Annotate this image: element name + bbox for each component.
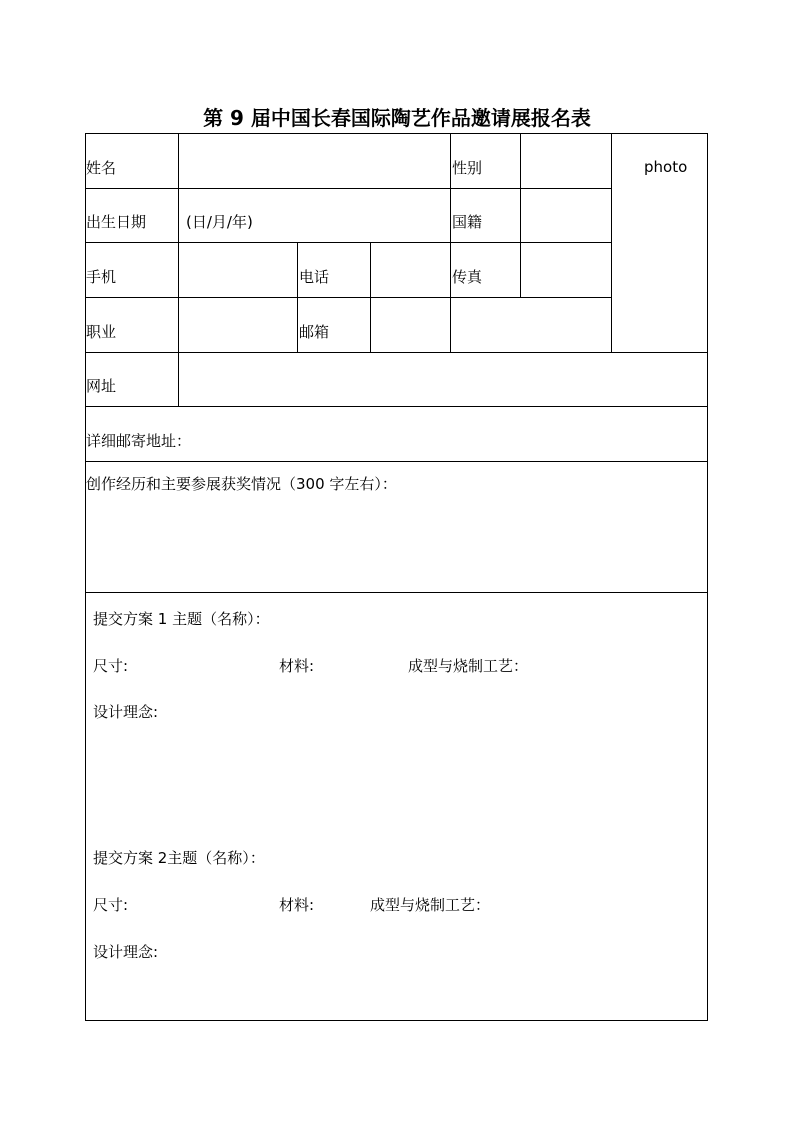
rule-phone-col — [297, 242, 298, 352]
phone-label: 电话 — [299, 268, 330, 286]
form-title: 第 9 届中国长春国际陶艺作品邀请展报名表 — [203, 106, 591, 130]
experience-field[interactable] — [86, 462, 707, 592]
rule-bottom — [85, 1020, 708, 1021]
proposal-2-material-label: 材料: — [279, 896, 315, 914]
email-field[interactable] — [371, 298, 611, 352]
birthdate-label: 出生日期 — [86, 213, 147, 231]
email-label: 邮箱 — [299, 323, 330, 341]
phone-field[interactable] — [371, 243, 450, 297]
proposal-2-size-label: 尺寸: — [93, 896, 129, 914]
proposal-2-title-label: 提交方案 2主题（名称）： — [93, 849, 265, 867]
proposal-2-concept-label: 设计理念: — [93, 943, 159, 961]
occupation-field[interactable] — [179, 298, 297, 352]
mobile-field[interactable] — [179, 243, 297, 297]
proposal-1-material-label: 材料: — [279, 657, 315, 675]
gender-label: 性别 — [452, 159, 483, 177]
fax-field[interactable] — [521, 243, 611, 297]
registration-form — [85, 133, 708, 1021]
proposal-1-size-label: 尺寸: — [93, 657, 129, 675]
mobile-label: 手机 — [86, 268, 117, 286]
nationality-label: 国籍 — [452, 213, 483, 231]
fax-label: 传真 — [452, 268, 483, 286]
address-field[interactable] — [86, 407, 707, 461]
proposal-1-concept-label: 设计理念: — [93, 703, 159, 721]
experience-label: 创作经历和主要参展获奖情况（300 字左右）： — [86, 475, 397, 493]
rule-right — [707, 133, 708, 1021]
website-label: 网址 — [86, 377, 117, 395]
proposal-1-process-label: 成型与烧制工艺： — [408, 657, 529, 675]
proposals-section[interactable] — [86, 593, 707, 1020]
gender-field[interactable] — [521, 134, 611, 188]
website-field[interactable] — [179, 353, 707, 406]
occupation-label: 职业 — [86, 323, 117, 341]
birthdate-hint: (日/月/年) — [186, 213, 253, 231]
photo-box[interactable] — [612, 134, 707, 352]
name-label: 姓名 — [86, 159, 117, 177]
proposal-2-process-label: 成型与烧制工艺： — [370, 896, 491, 914]
address-label: 详细邮寄地址： — [86, 432, 192, 450]
proposal-1-title-label: 提交方案 1 主题（名称）： — [93, 610, 270, 628]
photo-label: photo — [644, 158, 688, 176]
birthdate-field[interactable] — [179, 189, 450, 242]
nationality-field[interactable] — [521, 189, 611, 242]
name-field[interactable] — [179, 134, 450, 188]
